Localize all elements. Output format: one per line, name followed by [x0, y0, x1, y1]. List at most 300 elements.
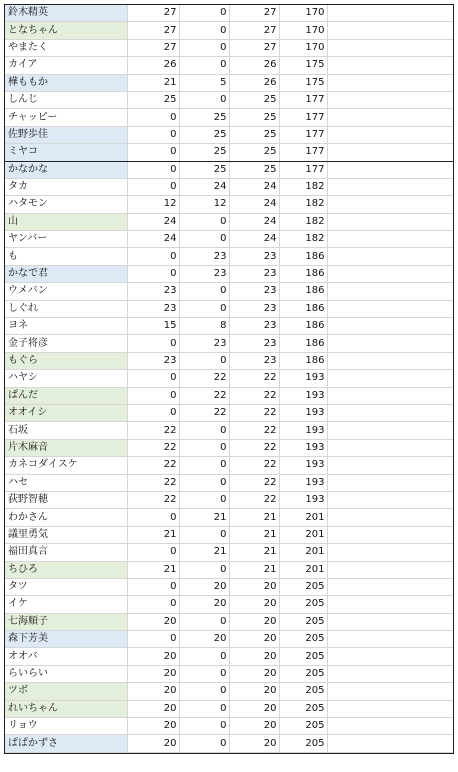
name-cell[interactable]: ヨネ	[5, 318, 127, 335]
name-cell[interactable]: ツボ	[5, 683, 127, 700]
empty-cell[interactable]	[327, 126, 453, 143]
score-b-cell[interactable]: 0	[179, 700, 229, 717]
empty-cell[interactable]	[327, 561, 453, 578]
empty-cell[interactable]	[327, 178, 453, 195]
rank-cell[interactable]: 205	[279, 700, 327, 717]
score-b-cell[interactable]: 23	[179, 248, 229, 265]
total-cell[interactable]: 24	[229, 231, 279, 248]
empty-cell[interactable]	[327, 39, 453, 56]
total-cell[interactable]: 22	[229, 457, 279, 474]
score-b-cell[interactable]: 0	[179, 213, 229, 230]
rank-cell[interactable]: 205	[279, 648, 327, 665]
total-cell[interactable]: 24	[229, 213, 279, 230]
score-b-cell[interactable]: 0	[179, 231, 229, 248]
table-row	[5, 144, 453, 161]
name-cell[interactable]: 鈴木精英	[5, 5, 127, 22]
total-cell[interactable]: 21	[229, 561, 279, 578]
score-a-cell[interactable]: 0	[127, 370, 179, 387]
table-row	[5, 283, 453, 300]
rank-cell[interactable]: 193	[279, 404, 327, 421]
score-a-cell[interactable]: 23	[127, 352, 179, 369]
empty-cell[interactable]	[327, 683, 453, 700]
table-row	[5, 509, 453, 526]
total-cell[interactable]: 21	[229, 509, 279, 526]
score-a-cell[interactable]: 20	[127, 718, 179, 735]
rank-cell[interactable]: 186	[279, 318, 327, 335]
name-cell[interactable]: 福田真言	[5, 544, 127, 561]
total-cell[interactable]: 22	[229, 422, 279, 439]
empty-cell[interactable]	[327, 109, 453, 126]
score-b-cell[interactable]: 20	[179, 596, 229, 613]
score-a-cell[interactable]: 0	[127, 335, 179, 352]
score-a-cell[interactable]: 22	[127, 491, 179, 508]
name-cell[interactable]: 石坂	[5, 422, 127, 439]
table-row	[5, 335, 453, 352]
name-cell[interactable]: ウメバン	[5, 283, 127, 300]
total-cell[interactable]: 27	[229, 5, 279, 22]
name-cell[interactable]: ハタモン	[5, 196, 127, 213]
table-row	[5, 300, 453, 317]
rank-cell[interactable]: 186	[279, 335, 327, 352]
total-cell[interactable]: 21	[229, 526, 279, 543]
rank-cell[interactable]: 201	[279, 526, 327, 543]
table-row	[5, 613, 453, 630]
empty-cell[interactable]	[327, 578, 453, 595]
name-cell[interactable]: かなかな	[5, 161, 127, 178]
table-row	[5, 248, 453, 265]
rank-cell[interactable]: 170	[279, 39, 327, 56]
score-a-cell[interactable]: 0	[127, 596, 179, 613]
total-cell[interactable]: 25	[229, 109, 279, 126]
total-cell[interactable]: 23	[229, 265, 279, 282]
score-a-cell[interactable]: 0	[127, 161, 179, 178]
name-cell[interactable]: オオバ	[5, 648, 127, 665]
score-b-cell[interactable]: 0	[179, 57, 229, 74]
empty-cell[interactable]	[327, 648, 453, 665]
name-cell[interactable]: ちひろ	[5, 561, 127, 578]
score-a-cell[interactable]: 12	[127, 196, 179, 213]
score-a-cell[interactable]: 23	[127, 300, 179, 317]
score-b-cell[interactable]: 0	[179, 300, 229, 317]
score-a-cell[interactable]: 20	[127, 665, 179, 682]
score-b-cell[interactable]: 0	[179, 735, 229, 752]
rank-cell[interactable]: 193	[279, 370, 327, 387]
table-row	[5, 265, 453, 282]
rank-cell[interactable]: 182	[279, 213, 327, 230]
table-row	[5, 91, 453, 108]
rank-cell[interactable]: 193	[279, 422, 327, 439]
name-cell[interactable]: カイア	[5, 57, 127, 74]
empty-cell[interactable]	[327, 74, 453, 91]
table-row	[5, 74, 453, 91]
name-cell[interactable]: ハセ	[5, 474, 127, 491]
total-cell[interactable]: 23	[229, 300, 279, 317]
name-cell[interactable]: れいちゃん	[5, 700, 127, 717]
score-a-cell[interactable]: 27	[127, 39, 179, 56]
rank-cell[interactable]: 170	[279, 22, 327, 39]
score-a-cell[interactable]: 22	[127, 474, 179, 491]
empty-cell[interactable]	[327, 700, 453, 717]
table-row	[5, 318, 453, 335]
score-b-cell[interactable]: 0	[179, 22, 229, 39]
total-cell[interactable]: 25	[229, 144, 279, 161]
rank-cell[interactable]: 177	[279, 91, 327, 108]
table-row	[5, 544, 453, 561]
score-a-cell[interactable]: 25	[127, 91, 179, 108]
rank-cell[interactable]: 193	[279, 387, 327, 404]
name-cell[interactable]: ぱんだ	[5, 387, 127, 404]
empty-cell[interactable]	[327, 544, 453, 561]
name-cell[interactable]: ハヤシ	[5, 370, 127, 387]
ranking-spreadsheet	[4, 4, 454, 754]
score-b-cell[interactable]: 8	[179, 318, 229, 335]
empty-cell[interactable]	[327, 57, 453, 74]
empty-cell[interactable]	[327, 665, 453, 682]
empty-cell[interactable]	[327, 509, 453, 526]
score-a-cell[interactable]: 24	[127, 213, 179, 230]
empty-cell[interactable]	[327, 352, 453, 369]
empty-cell[interactable]	[327, 231, 453, 248]
table-row	[5, 404, 453, 421]
name-cell[interactable]: イケ	[5, 596, 127, 613]
score-a-cell[interactable]: 26	[127, 57, 179, 74]
name-cell[interactable]: ミヤコ	[5, 144, 127, 161]
score-a-cell[interactable]: 27	[127, 5, 179, 22]
rank-cell[interactable]: 205	[279, 613, 327, 630]
table-row	[5, 370, 453, 387]
name-cell[interactable]: しんじ	[5, 91, 127, 108]
rank-cell[interactable]: 205	[279, 718, 327, 735]
score-a-cell[interactable]: 15	[127, 318, 179, 335]
total-cell[interactable]: 22	[229, 491, 279, 508]
rank-cell[interactable]: 182	[279, 196, 327, 213]
table-row	[5, 457, 453, 474]
total-cell[interactable]: 20	[229, 700, 279, 717]
rank-cell[interactable]: 177	[279, 144, 327, 161]
score-b-cell[interactable]: 25	[179, 144, 229, 161]
rank-cell[interactable]: 201	[279, 561, 327, 578]
total-cell[interactable]: 25	[229, 161, 279, 178]
score-b-cell[interactable]: 0	[179, 526, 229, 543]
empty-cell[interactable]	[327, 526, 453, 543]
total-cell[interactable]: 23	[229, 352, 279, 369]
empty-cell[interactable]	[327, 439, 453, 456]
total-cell[interactable]: 22	[229, 404, 279, 421]
table-row	[5, 561, 453, 578]
score-a-cell[interactable]: 20	[127, 735, 179, 752]
total-cell[interactable]: 20	[229, 735, 279, 752]
table-row	[5, 631, 453, 648]
empty-cell[interactable]	[327, 5, 453, 22]
name-cell[interactable]: チャッピー	[5, 109, 127, 126]
total-cell[interactable]: 21	[229, 544, 279, 561]
total-cell[interactable]: 27	[229, 22, 279, 39]
name-cell[interactable]: 森下芳美	[5, 631, 127, 648]
score-a-cell[interactable]: 0	[127, 126, 179, 143]
empty-cell[interactable]	[327, 613, 453, 630]
rank-cell[interactable]: 186	[279, 300, 327, 317]
score-b-cell[interactable]: 22	[179, 370, 229, 387]
total-cell[interactable]: 23	[229, 248, 279, 265]
name-cell[interactable]: タカ	[5, 178, 127, 195]
score-b-cell[interactable]: 0	[179, 457, 229, 474]
rank-cell[interactable]: 186	[279, 352, 327, 369]
name-cell[interactable]: わかさん	[5, 509, 127, 526]
name-cell[interactable]: 議里勇気	[5, 526, 127, 543]
empty-cell[interactable]	[327, 144, 453, 161]
name-cell[interactable]: も	[5, 248, 127, 265]
score-a-cell[interactable]: 21	[127, 74, 179, 91]
rank-cell[interactable]: 182	[279, 178, 327, 195]
score-b-cell[interactable]: 21	[179, 509, 229, 526]
score-a-cell[interactable]: 20	[127, 683, 179, 700]
rank-cell[interactable]: 175	[279, 57, 327, 74]
rank-cell[interactable]: 205	[279, 683, 327, 700]
name-cell[interactable]: 荻野智穂	[5, 491, 127, 508]
score-a-cell[interactable]: 0	[127, 631, 179, 648]
table-row	[5, 352, 453, 369]
score-b-cell[interactable]: 0	[179, 613, 229, 630]
name-cell[interactable]: 金子将彦	[5, 335, 127, 352]
score-b-cell[interactable]: 0	[179, 491, 229, 508]
score-a-cell[interactable]: 0	[127, 578, 179, 595]
score-b-cell[interactable]: 0	[179, 352, 229, 369]
table-row	[5, 231, 453, 248]
table-row	[5, 683, 453, 700]
name-cell[interactable]: やまたく	[5, 39, 127, 56]
rank-cell[interactable]: 175	[279, 74, 327, 91]
rank-cell[interactable]: 193	[279, 491, 327, 508]
empty-cell[interactable]	[327, 422, 453, 439]
rank-cell[interactable]: 193	[279, 474, 327, 491]
empty-cell[interactable]	[327, 596, 453, 613]
rank-cell[interactable]: 205	[279, 596, 327, 613]
ranking-table	[5, 5, 453, 753]
score-a-cell[interactable]: 0	[127, 248, 179, 265]
empty-cell[interactable]	[327, 22, 453, 39]
table-row	[5, 474, 453, 491]
score-a-cell[interactable]: 0	[127, 544, 179, 561]
table-row	[5, 700, 453, 717]
score-a-cell[interactable]: 0	[127, 109, 179, 126]
table-row	[5, 161, 453, 178]
score-a-cell[interactable]: 23	[127, 283, 179, 300]
score-b-cell[interactable]: 0	[179, 474, 229, 491]
score-a-cell[interactable]: 22	[127, 439, 179, 456]
total-cell[interactable]: 26	[229, 57, 279, 74]
empty-cell[interactable]	[327, 248, 453, 265]
rank-cell[interactable]: 205	[279, 631, 327, 648]
score-b-cell[interactable]: 0	[179, 91, 229, 108]
score-b-cell[interactable]: 22	[179, 387, 229, 404]
name-cell[interactable]: 樺ももか	[5, 74, 127, 91]
empty-cell[interactable]	[327, 318, 453, 335]
name-cell[interactable]: らいらい	[5, 665, 127, 682]
total-cell[interactable]: 20	[229, 683, 279, 700]
total-cell[interactable]: 24	[229, 196, 279, 213]
total-cell[interactable]: 22	[229, 387, 279, 404]
total-cell[interactable]: 25	[229, 126, 279, 143]
empty-cell[interactable]	[327, 370, 453, 387]
empty-cell[interactable]	[327, 91, 453, 108]
score-a-cell[interactable]: 0	[127, 509, 179, 526]
total-cell[interactable]: 27	[229, 39, 279, 56]
table-row	[5, 665, 453, 682]
rank-cell[interactable]: 205	[279, 735, 327, 752]
rank-cell[interactable]: 182	[279, 231, 327, 248]
name-cell[interactable]: ぱぱかずさ	[5, 735, 127, 752]
table-row	[5, 109, 453, 126]
empty-cell[interactable]	[327, 213, 453, 230]
rank-cell[interactable]: 201	[279, 544, 327, 561]
total-cell[interactable]: 22	[229, 474, 279, 491]
name-cell[interactable]: カネコダイスケ	[5, 457, 127, 474]
score-b-cell[interactable]: 25	[179, 126, 229, 143]
rank-cell[interactable]: 170	[279, 5, 327, 22]
score-a-cell[interactable]: 0	[127, 404, 179, 421]
total-cell[interactable]: 22	[229, 439, 279, 456]
total-cell[interactable]: 23	[229, 335, 279, 352]
score-a-cell[interactable]: 0	[127, 178, 179, 195]
score-b-cell[interactable]: 0	[179, 422, 229, 439]
score-a-cell[interactable]: 24	[127, 231, 179, 248]
name-cell[interactable]: 山	[5, 213, 127, 230]
rank-cell[interactable]: 186	[279, 265, 327, 282]
empty-cell[interactable]	[327, 631, 453, 648]
total-cell[interactable]: 25	[229, 91, 279, 108]
total-cell[interactable]: 20	[229, 648, 279, 665]
table-row	[5, 5, 453, 22]
score-a-cell[interactable]: 20	[127, 648, 179, 665]
score-a-cell[interactable]: 20	[127, 613, 179, 630]
score-b-cell[interactable]: 22	[179, 404, 229, 421]
empty-cell[interactable]	[327, 196, 453, 213]
score-b-cell[interactable]: 0	[179, 648, 229, 665]
total-cell[interactable]: 22	[229, 370, 279, 387]
total-cell[interactable]: 20	[229, 578, 279, 595]
score-b-cell[interactable]: 23	[179, 335, 229, 352]
empty-cell[interactable]	[327, 404, 453, 421]
total-cell[interactable]: 23	[229, 318, 279, 335]
table-row	[5, 439, 453, 456]
score-b-cell[interactable]: 0	[179, 439, 229, 456]
name-cell[interactable]: ヤンバー	[5, 231, 127, 248]
total-cell[interactable]: 24	[229, 178, 279, 195]
score-b-cell[interactable]: 0	[179, 283, 229, 300]
score-b-cell[interactable]: 24	[179, 178, 229, 195]
rank-cell[interactable]: 177	[279, 109, 327, 126]
score-a-cell[interactable]: 0	[127, 144, 179, 161]
total-cell[interactable]: 20	[229, 631, 279, 648]
total-cell[interactable]: 20	[229, 596, 279, 613]
score-b-cell[interactable]: 12	[179, 196, 229, 213]
empty-cell[interactable]	[327, 300, 453, 317]
name-cell[interactable]: リョウ	[5, 718, 127, 735]
empty-cell[interactable]	[327, 735, 453, 752]
table-row	[5, 126, 453, 143]
table-row	[5, 718, 453, 735]
empty-cell[interactable]	[327, 265, 453, 282]
rank-cell[interactable]: 201	[279, 509, 327, 526]
rank-cell[interactable]: 193	[279, 439, 327, 456]
score-b-cell[interactable]: 20	[179, 631, 229, 648]
score-a-cell[interactable]: 20	[127, 700, 179, 717]
score-a-cell[interactable]: 21	[127, 561, 179, 578]
score-b-cell[interactable]: 20	[179, 578, 229, 595]
score-b-cell[interactable]: 0	[179, 683, 229, 700]
table-row	[5, 648, 453, 665]
score-a-cell[interactable]: 22	[127, 457, 179, 474]
name-cell[interactable]: 片木麻音	[5, 439, 127, 456]
table-row	[5, 213, 453, 230]
name-cell[interactable]: 佐野歩佳	[5, 126, 127, 143]
total-cell[interactable]: 20	[229, 665, 279, 682]
score-a-cell[interactable]: 0	[127, 387, 179, 404]
table-row	[5, 491, 453, 508]
name-cell[interactable]: オオイシ	[5, 404, 127, 421]
table-row	[5, 22, 453, 39]
empty-cell[interactable]	[327, 335, 453, 352]
score-b-cell[interactable]: 0	[179, 665, 229, 682]
score-b-cell[interactable]: 23	[179, 265, 229, 282]
empty-cell[interactable]	[327, 387, 453, 404]
empty-cell[interactable]	[327, 718, 453, 735]
name-cell[interactable]: しぐれ	[5, 300, 127, 317]
name-cell[interactable]: 七海順子	[5, 613, 127, 630]
score-a-cell[interactable]: 21	[127, 526, 179, 543]
name-cell[interactable]: タツ	[5, 578, 127, 595]
score-b-cell[interactable]: 5	[179, 74, 229, 91]
empty-cell[interactable]	[327, 457, 453, 474]
rank-cell[interactable]: 177	[279, 161, 327, 178]
rank-cell[interactable]: 193	[279, 457, 327, 474]
rank-cell[interactable]: 205	[279, 665, 327, 682]
total-cell[interactable]: 23	[229, 283, 279, 300]
name-cell[interactable]: もぐら	[5, 352, 127, 369]
score-a-cell[interactable]: 27	[127, 22, 179, 39]
total-cell[interactable]: 20	[229, 613, 279, 630]
table-row	[5, 178, 453, 195]
table-row	[5, 526, 453, 543]
rank-cell[interactable]: 186	[279, 248, 327, 265]
score-b-cell[interactable]: 0	[179, 561, 229, 578]
empty-cell[interactable]	[327, 161, 453, 178]
score-b-cell[interactable]: 25	[179, 109, 229, 126]
rank-cell[interactable]: 186	[279, 283, 327, 300]
table-row	[5, 387, 453, 404]
empty-cell[interactable]	[327, 474, 453, 491]
total-cell[interactable]: 26	[229, 74, 279, 91]
empty-cell[interactable]	[327, 283, 453, 300]
score-b-cell[interactable]: 0	[179, 5, 229, 22]
name-cell[interactable]: かなで君	[5, 265, 127, 282]
total-cell[interactable]: 20	[229, 718, 279, 735]
rank-cell[interactable]: 177	[279, 126, 327, 143]
score-b-cell[interactable]: 25	[179, 161, 229, 178]
table-row	[5, 578, 453, 595]
score-a-cell[interactable]: 22	[127, 422, 179, 439]
rank-cell[interactable]: 205	[279, 578, 327, 595]
empty-cell[interactable]	[327, 491, 453, 508]
score-a-cell[interactable]: 0	[127, 265, 179, 282]
score-b-cell[interactable]: 0	[179, 39, 229, 56]
ranking-table-body	[5, 5, 453, 752]
name-cell[interactable]: となちゃん	[5, 22, 127, 39]
score-b-cell[interactable]: 0	[179, 718, 229, 735]
table-row	[5, 422, 453, 439]
table-row	[5, 735, 453, 752]
score-b-cell[interactable]: 21	[179, 544, 229, 561]
